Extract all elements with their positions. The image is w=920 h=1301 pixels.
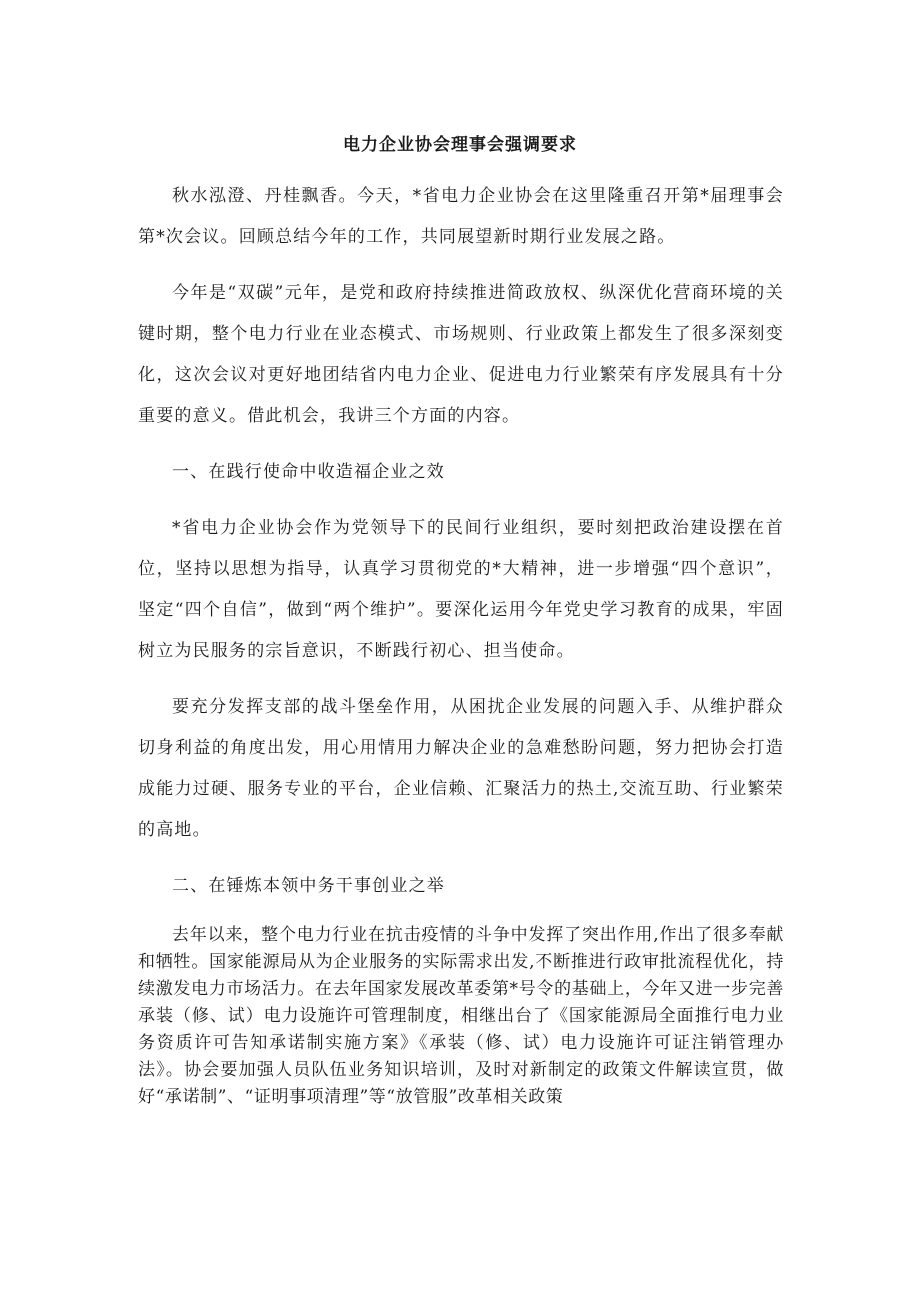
section-1-paragraph: 要充分发挥支部的战斗堡垒作用，从困扰企业发展的问题入手、从维护群众切身利益的角度出发，用心用情用力解决企业的急难愁盼问题，努力把协会打造成能力过硬、服务专业的平台，企业信赖、汇聚活力的热土,交流互助、行业繁荣的高地。 — [138, 697, 784, 840]
section-2-paragraph: 去年以来，整个电力行业在抗击疫情的斗争中发挥了突出作用,作出了很多奉献和牺牲。国家能源局从为企业服务的实际需求出发,不断推进行政审批流程优化，持续激发电力市场活力。在去年国家发展改革委第*号令的基础上，今年又进一步完善承装（修、试）电力设施许可管理制度，相继出台了《国家能源局全面推行电力业务资质许可告知承诺制实施方案》《承装（修、试）电力设施许可证注销管理办法》。协会要加强人员队伍业务知识培训，及时对新制定的政策文件解读宣贯，做好“承诺制”、“证明事项清理”等“放管服”改革相关政策 — [138, 925, 784, 1107]
document-body — [138, 176, 784, 1126]
section-1-heading: 一、在践行使命中收造福企业之效 — [172, 462, 445, 482]
section-1-paragraph: *省电力企业协会作为党领导下的民间行业组织，要时刻把政治建设摆在首位，坚持以思想为指导，认真学习贯彻党的*大精神，进一步增强“四个意识”，坚定“四个自信”，做到“两个维护”。要深化运用今年党史学习教育的成果，牢固树立为民服务的宗旨意识，不断践行初心、担当使命。 — [138, 518, 784, 661]
paragraph-opening: 秋水泓澄、丹桂飘香。今天，*省电力企业协会在这里隆重召开第*届理事会第*次会议。回顾总结今年的工作，共同展望新时期行业发展之路。 — [138, 186, 784, 247]
section-2-heading: 二、在锤炼本领中务干事创业之举 — [172, 876, 445, 896]
paragraph-context: 今年是“双碳”元年，是党和政府持续推进简政放权、纵深优化营商环境的关键时期，整个电力行业在业态模式、市场规则、行业政策上都发生了很多深刻变化，这次会议对更好地团结省内电力企业、促进电力行业繁荣有序发展具有十分重要的意义。借此机会，我讲三个方面的内容。 — [138, 283, 784, 426]
document-title: 电力企业协会理事会强调要求 — [343, 135, 577, 155]
